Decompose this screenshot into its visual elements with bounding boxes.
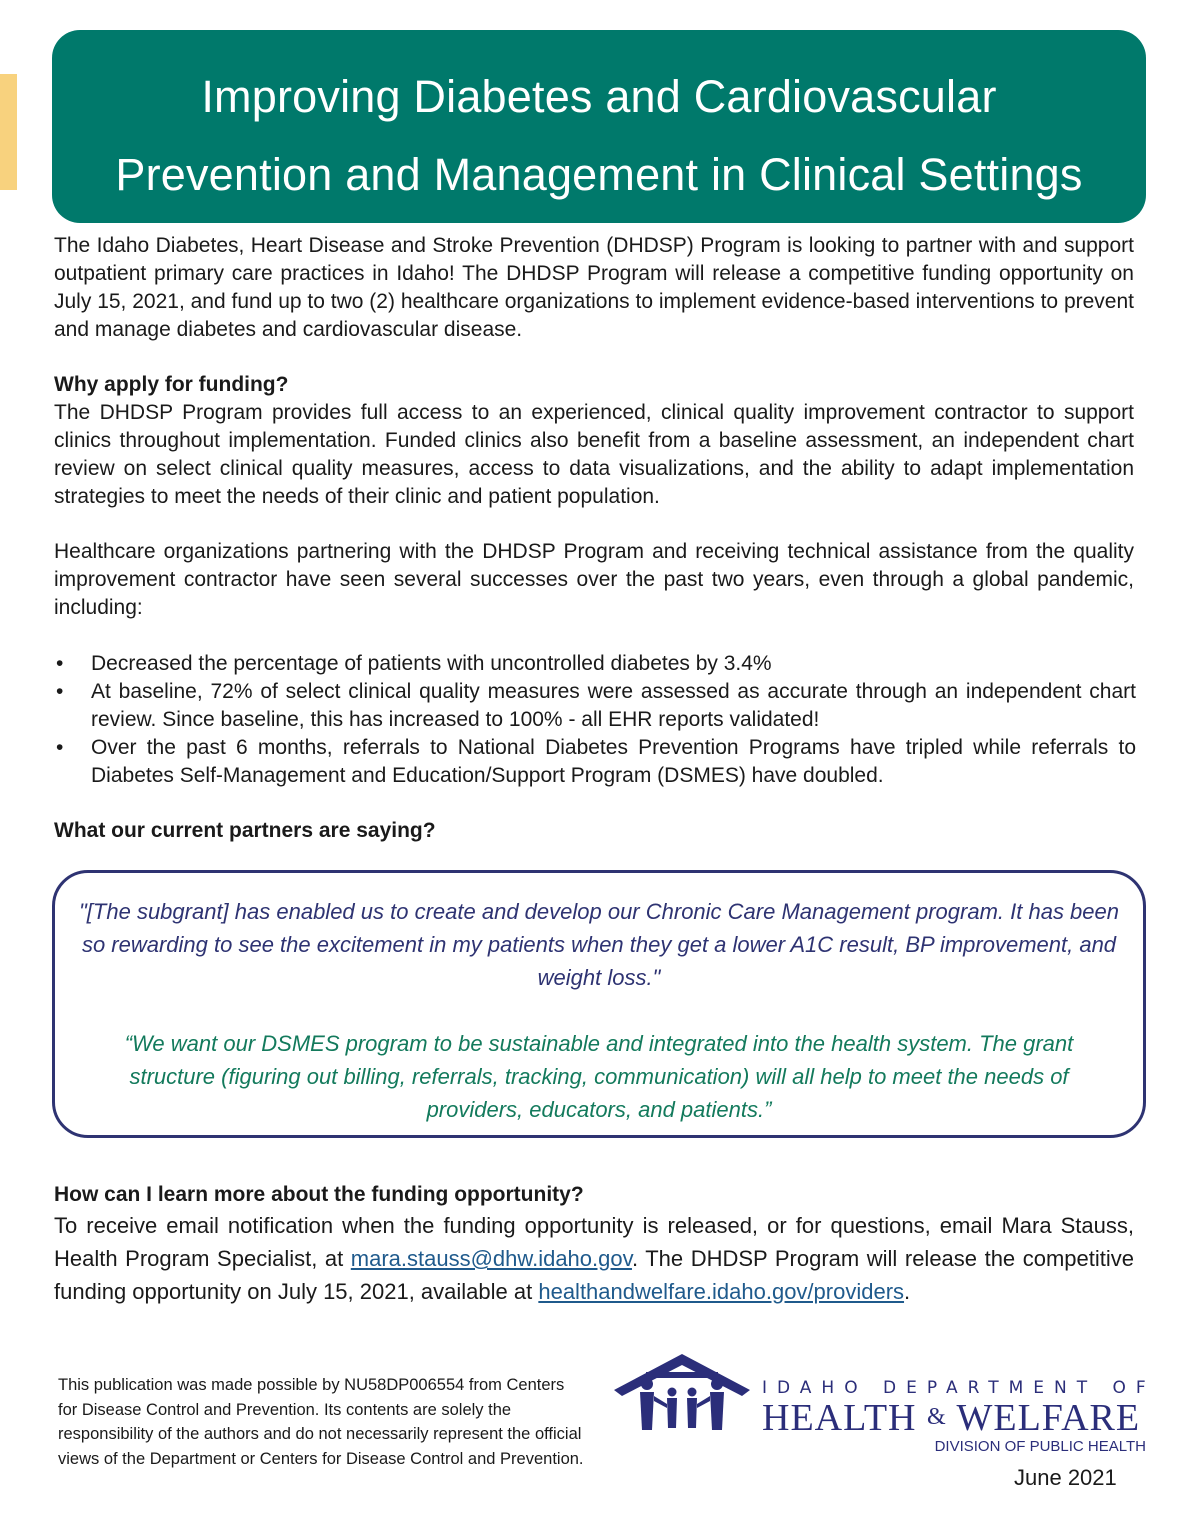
learn-more-section [54, 1181, 1134, 1308]
idhw-logo [612, 1352, 1156, 1462]
title-line-2: Prevention and Management in Clinical Settings [115, 149, 1083, 200]
title-banner [52, 30, 1146, 223]
family-house-icon [612, 1352, 752, 1432]
successes-paragraph: Healthcare organizations partnering with the DHDSP Program and receiving technical assistance from the quality improvement contractor have seen several successes over the past two years, even through a global pandemic, including: [54, 540, 1134, 619]
bullet-icon: • [56, 736, 64, 759]
email-link[interactable]: mara.stauss@dhw.idaho.gov [350, 1246, 632, 1271]
why-apply-heading: Why apply for funding? [54, 373, 289, 396]
logo-division-line: DIVISION OF PUBLIC HEALTH [934, 1438, 1146, 1455]
list-item: • Over the past 6 months, referrals to National Diabetes Prevention Programs have tripled while referrals to Diabetes Self-Management and Education/Support Program (DSMES) have doubled. [56, 736, 1136, 787]
funding-disclaimer: This publication was made possible by NU58DP006554 from Centers for Disease Control and Prevention. Its contents are solely the responsibility of the authors and do not necessarily represent the official views of the Department or Centers for Disease Control and Prevention. [58, 1376, 584, 1468]
learn-more-paragraph: To receive email notification when the funding opportunity is released, or for questions, email Mara Stauss, Health Program Specialist, at mara.stauss@dhw.idaho.gov. The DHDSP Program will release the competitive funding opportunity on July 15, 2021, available at healthandwelfare.idaho.gov/providers. [54, 1213, 1134, 1304]
logo-department-line: IDAHO DEPARTMENT OF [762, 1378, 1156, 1398]
title-line-1: Improving Diabetes and Cardiovascular [201, 71, 997, 122]
publication-date: June 2021 [1014, 1465, 1117, 1490]
testimonial-quote-1: "[The subgrant] has enabled us to create and develop our Chronic Care Management program. It has been so rewarding to see the excitement in my patients when they get a lower A1C result, BP improvement, and weight loss." [79, 899, 1119, 990]
why-apply-paragraph: The DHDSP Program provides full access to an experienced, clinical quality improvement contractor to support clinics throughout implementation. Funded clinics also benefit from a baseline assessment, an independent chart review on select clinical quality measures, access to data visualizations, and the ability to adapt implementation strategies to meet the needs of their clinic and patient population. [54, 401, 1134, 508]
list-item: • At baseline, 72% of select clinical quality measures were assessed as accurate through an independent chart review. Since baseline, this has increased to 100% - all EHR reports validated! [56, 680, 1136, 731]
bullet-icon: • [56, 680, 64, 703]
successes-section [54, 538, 1134, 622]
intro-section [54, 232, 1134, 344]
partners-heading-block [54, 817, 1134, 845]
side-tab-accent [0, 74, 17, 190]
providers-link[interactable]: healthandwelfare.idaho.gov/providers [538, 1279, 905, 1304]
learn-more-heading: How can I learn more about the funding opportunity? [54, 1183, 584, 1206]
partners-heading: What our current partners are saying? [54, 819, 436, 842]
list-item: • Decreased the percentage of patients with uncontrolled diabetes by 3.4% [54, 650, 1136, 678]
successes-list [54, 650, 1136, 790]
testimonial-box [52, 870, 1146, 1138]
logo-wordmark: HEALTH & WELFARE [762, 1397, 1141, 1439]
testimonial-quote-2: “We want our DSMES program to be sustainable and integrated into the health system. The grant structure (figuring out billing, referrals, tracking, communication) will all help to meet the needs of providers, educators, and patients.” [124, 1031, 1074, 1122]
why-apply-section [54, 371, 1134, 511]
bullet-icon: • [56, 652, 64, 675]
intro-paragraph: The Idaho Diabetes, Heart Disease and Stroke Prevention (DHDSP) Program is looking to partner with and support outpatient primary care practices in Idaho! The DHDSP Program will release a competitive funding opportunity on July 15, 2021, and fund up to two (2) healthcare organizations to implement evidence-based interventions to prevent and manage diabetes and cardiovascular disease. [54, 234, 1134, 341]
